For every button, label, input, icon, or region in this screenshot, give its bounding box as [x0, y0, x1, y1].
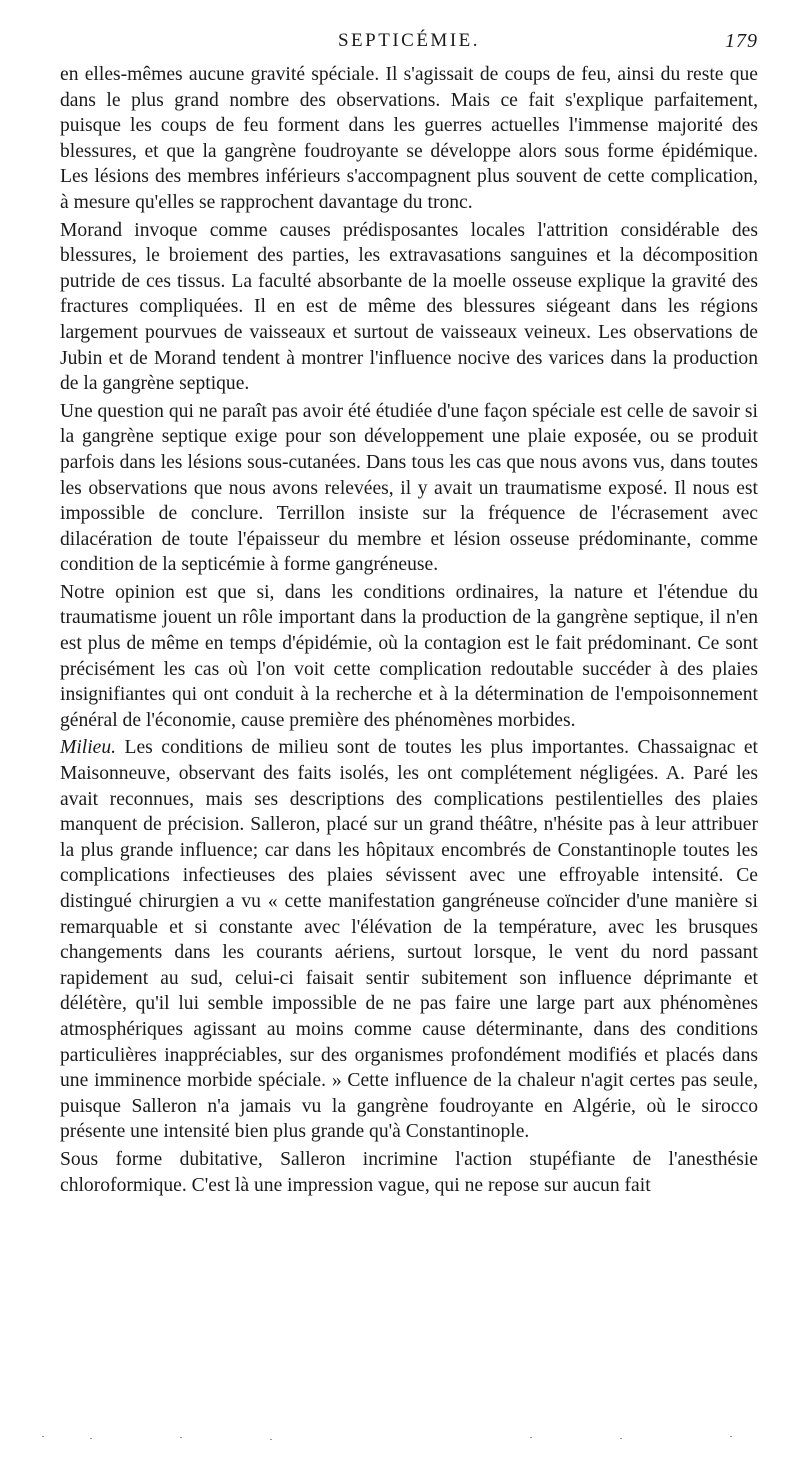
paragraph-milieu	[60, 735, 758, 1145]
page-number: 179	[725, 30, 758, 52]
scan-speck	[90, 1438, 92, 1439]
running-title: SEPTICÉMIE.	[337, 30, 481, 51]
scan-specks	[30, 1432, 770, 1444]
paragraph-milieu-text: Les conditions de milieu sont de toutes les plus importantes. Chassaignac et Maisonneuve, observant des faits isolés, les ont complétement négligées. A. Paré les avait reconnues, mais ses descriptions des complications pestilentielles des plaies manquent de précision. Salleron, placé sur un grand théâtre, n'hésite pas à leur attribuer la plus grande influence; car dans les hôpitaux encombrés de Constantinople toutes les complications infectieuses des plaies sévissent avec une effroyable intensité. Ce distingué chirurgien a vu « cette manifestation gangréneuse coïncider d'une manière si remarquable et si constante avec l'élévation de la température, avec les brusques changements dans les courants aériens, surtout lorsque, le vent du nord passant rapidement au sud, celui-ci faisait sentir subitement son influence déprimante et délétère, qu'il lui semble impossible de ne pas faire une large part aux phénomènes atmosphériques agissant au moins comme cause déterminante, dans des conditions particulières inappréciables, sur des organismes profondément modifiés et placés dans une imminence morbide spéciale. » Cette influence de la chaleur n'agit certes pas seule, puisque Salleron n'a jamais vu la gangrène foudroyante en Algérie, où le sirocco présente une intensité bien plus grande qu'à Constantinople.	[60, 737, 758, 1143]
scan-speck	[530, 1437, 532, 1438]
paragraph-continuation: en elles-mêmes aucune gravité spéciale. Il s'agissait de coups de feu, ainsi du reste que dans le plus grand nombre des observations. Mais ce fait s'explique parfaitement, puisque les coups de feu forment dans les guerres actuelles l'immense majorité des blessures, et que la gangrène foudroyante se développe alors sous forme épidémique. Les lésions des membres inférieurs s'accompagnent plus souvent de cette complication, à mesure qu'elles se rapprochent davantage du tronc.	[60, 64, 758, 213]
paragraph-question: Une question qui ne paraît pas avoir été étudiée d'une façon spéciale est celle de savoir si la gangrène septique exige pour son développement une plaie exposée, ou se produit parfois dans les lésions sous-cutanées. Dans tous les cas que nous avons vus, dans toutes les observations que nous avons relevées, il y avait un traumatisme exposé. Il nous est impossible de conclure. Terrillon insiste sur la fréquence de l'écrasement avec dilacération de toute l'épaisseur du membre et lésion osseuse prédominante, comme condition de la septicémie à forme gangréneuse.	[60, 400, 758, 576]
paragraph-dubitative: Sous forme dubitative, Salleron incrimine l'action stupéfiante de l'anesthésie chloroformique. C'est là une impression vague, qui ne repose sur aucun fait	[60, 1148, 758, 1196]
scan-speck	[42, 1436, 44, 1437]
paragraph-opinion: Notre opinion est que si, dans les conditions ordinaires, la nature et l'étendue du traumatisme jouent un rôle important dans la production de la gangrène septique, il n'en est plus de même en temps d'épidémie, où la contagion est le fait prédominant. Ce sont précisément les cas où l'on voit cette complication redoutable succéder à des plaies insignifiantes qui ont conduit à la recherche et à la détermination de l'empoisonnement général de l'économie, cause première des phénomènes morbides.	[60, 581, 758, 731]
running-head	[60, 30, 758, 54]
scan-speck	[180, 1437, 182, 1438]
scan-speck	[730, 1436, 732, 1437]
section-lead-milieu: Milieu.	[60, 737, 117, 759]
scan-speck	[620, 1438, 622, 1439]
paragraph-morand: Morand invoque comme causes prédisposantes locales l'attrition considérable des blessures, le broiement des parties, les extravasations sanguines et la décomposition putride de ces tissus. La faculté absorbante de la moelle osseuse explique la gravité des fractures compliquées. Il en est de même des blessures siégeant dans les régions largement pourvues de vaisseaux et surtout de vaisseaux veineux. Les observations de Jubin et de Morand tendent à montrer l'influence nocive des varices dans la production de la gangrène septique.	[60, 219, 758, 395]
body-text	[60, 62, 758, 1200]
scan-speck	[270, 1439, 272, 1440]
